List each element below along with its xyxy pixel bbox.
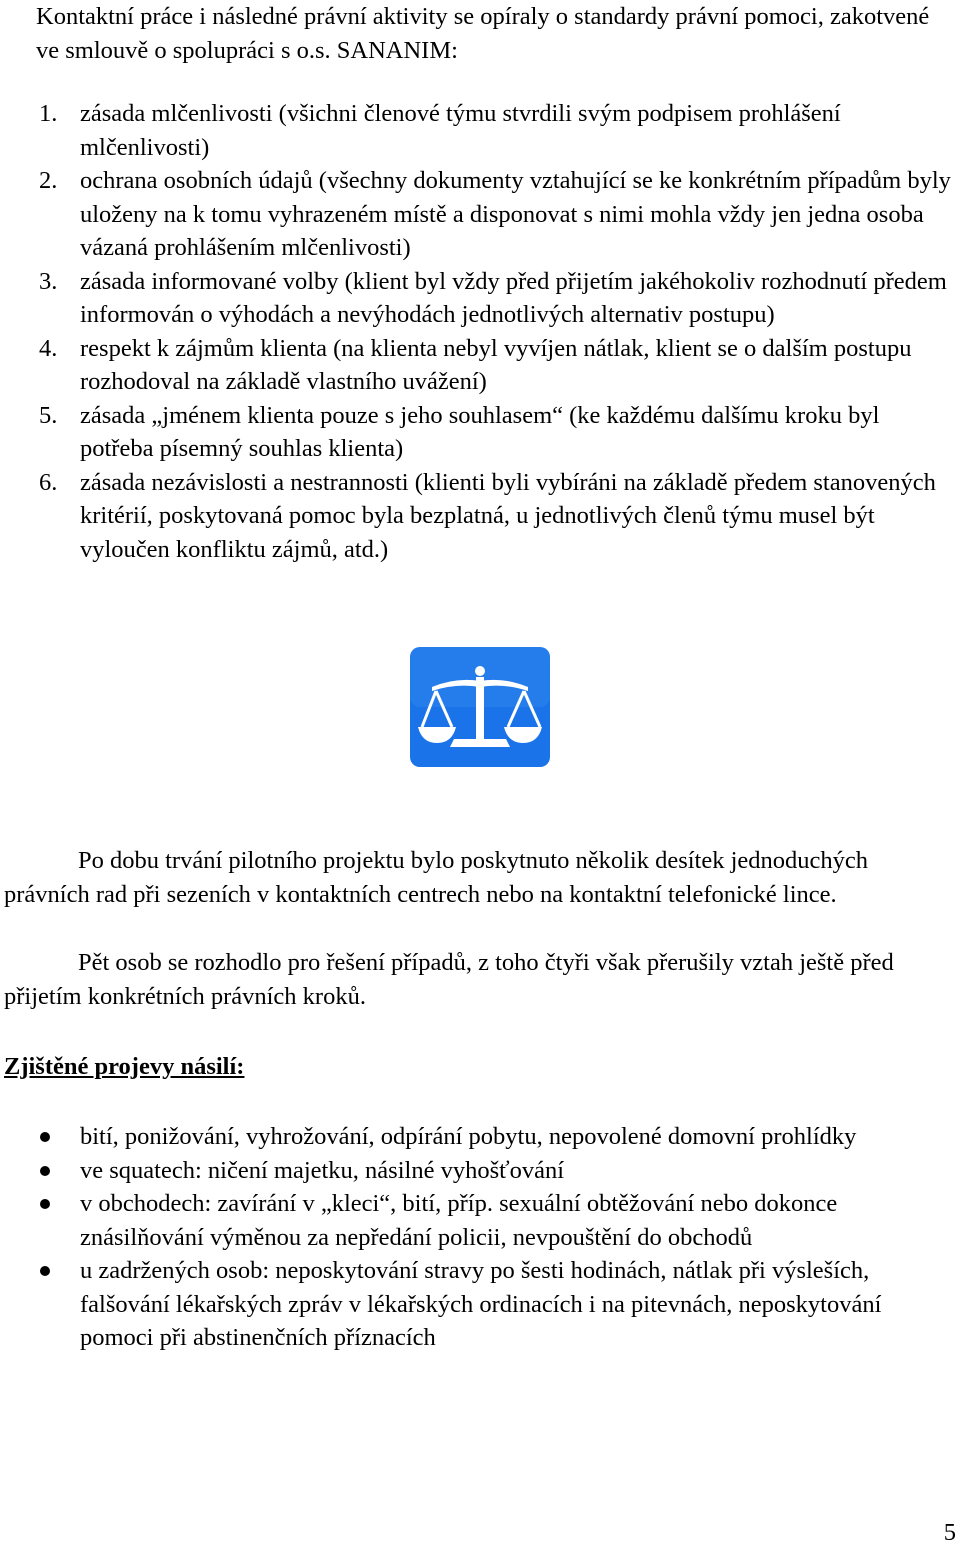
scales-of-justice-icon <box>410 647 550 767</box>
bullet-icon <box>40 1199 50 1209</box>
list-number: 4. <box>39 334 58 362</box>
paragraph-text: Pět osob se rozhodlo pro řešení případů, z toho čtyři však přerušily vztah ještě před přijetím konkrétních právních kroků. <box>4 949 894 1010</box>
list-item <box>0 399 960 466</box>
bullet-icon <box>40 1266 50 1276</box>
list-number: 2. <box>39 167 58 194</box>
list-item <box>0 466 960 567</box>
page-number: 5 <box>943 1519 956 1546</box>
section-heading: Zjištěné projevy násilí: <box>4 1053 245 1080</box>
principles-list <box>0 97 960 566</box>
list-number: 1. <box>39 100 58 127</box>
list-item-text: zásada mlčenlivosti (všichni členové týmu stvrdili svým podpisem prohlášení mlčenlivosti) <box>80 100 841 161</box>
violence-list <box>0 1120 960 1355</box>
bullet-icon <box>40 1166 50 1176</box>
list-item <box>0 1254 960 1355</box>
list-item <box>0 1187 960 1254</box>
list-item-text: u zadržených osob: neposkytování stravy po šesti hodinách, nátlak při výsleších, falšování lékařských zpráv v lékařských ordinacích i na pitevnách, neposkytování pomoci při abstinenčních příznacích <box>80 1257 882 1351</box>
list-item-text: ve squatech: ničení majetku, násilné vyhošťování <box>80 1156 565 1184</box>
list-item <box>0 332 960 399</box>
list-number: 6. <box>39 468 58 496</box>
intro-paragraph: Kontaktní práce i následné právní aktivity se opíraly o standardy právní pomoci, zakotvené ve smlouvě o spolupráci s o.s. SANANIM: <box>36 3 930 64</box>
list-item <box>0 97 960 164</box>
list-item-text: zásada „jménem klienta pouze s jeho souhlasem“ (ke každému dalšímu kroku byl potřeba písemný souhlas klienta) <box>80 401 880 462</box>
list-item <box>0 1120 960 1154</box>
list-item-text: zásada informované volby (klient byl vždy před přijetím jakéhokoliv rozhodnutí předem informován o výhodách a nevýhodách jednotlivých alternativ postupu) <box>80 267 947 328</box>
body-paragraph <box>4 844 954 911</box>
body-paragraph <box>4 946 954 1013</box>
list-number: 5. <box>39 401 58 429</box>
bullet-icon <box>40 1132 50 1142</box>
list-item <box>0 164 960 265</box>
list-item-text: zásada nezávislosti a nestrannosti (klienti byli vybíráni na základě předem stanovených kritérií, poskytovaná pomoc byla bezplatná, u jednotlivých členů týmu musel být vyloučen konfliktu zájmů, atd.) <box>80 468 936 563</box>
list-item-text: respekt k zájmům klienta (na klienta nebyl vyvíjen nátlak, klient se o dalším postupu rozhodoval na základě vlastního uvážení) <box>80 334 912 395</box>
list-item-text: v obchodech: zavírání v „kleci“, bití, příp. sexuální obtěžování nebo dokonce znásilňování výměnou za nepředání policii, nevpouštění do obchodů <box>80 1190 838 1251</box>
list-item <box>0 1154 960 1188</box>
list-item-text: bití, ponižování, vyhrožování, odpírání pobytu, nepovolené domovní prohlídky <box>80 1123 857 1150</box>
list-item-text: ochrana osobních údajů (všechny dokumenty vztahující se ke konkrétním případům byly uloženy na k tomu vyhrazeném místě a disponovat s nimi mohla vždy jen jedna osoba vázaná prohlášením mlčenlivosti) <box>80 167 951 261</box>
list-item <box>0 265 960 332</box>
paragraph-text: Po dobu trvání pilotního projektu bylo poskytnuto několik desítek jednoduchých právních rad při sezeních v kontaktních centrech nebo na kontaktní telefonické lince. <box>4 847 869 908</box>
list-number: 3. <box>39 267 58 295</box>
